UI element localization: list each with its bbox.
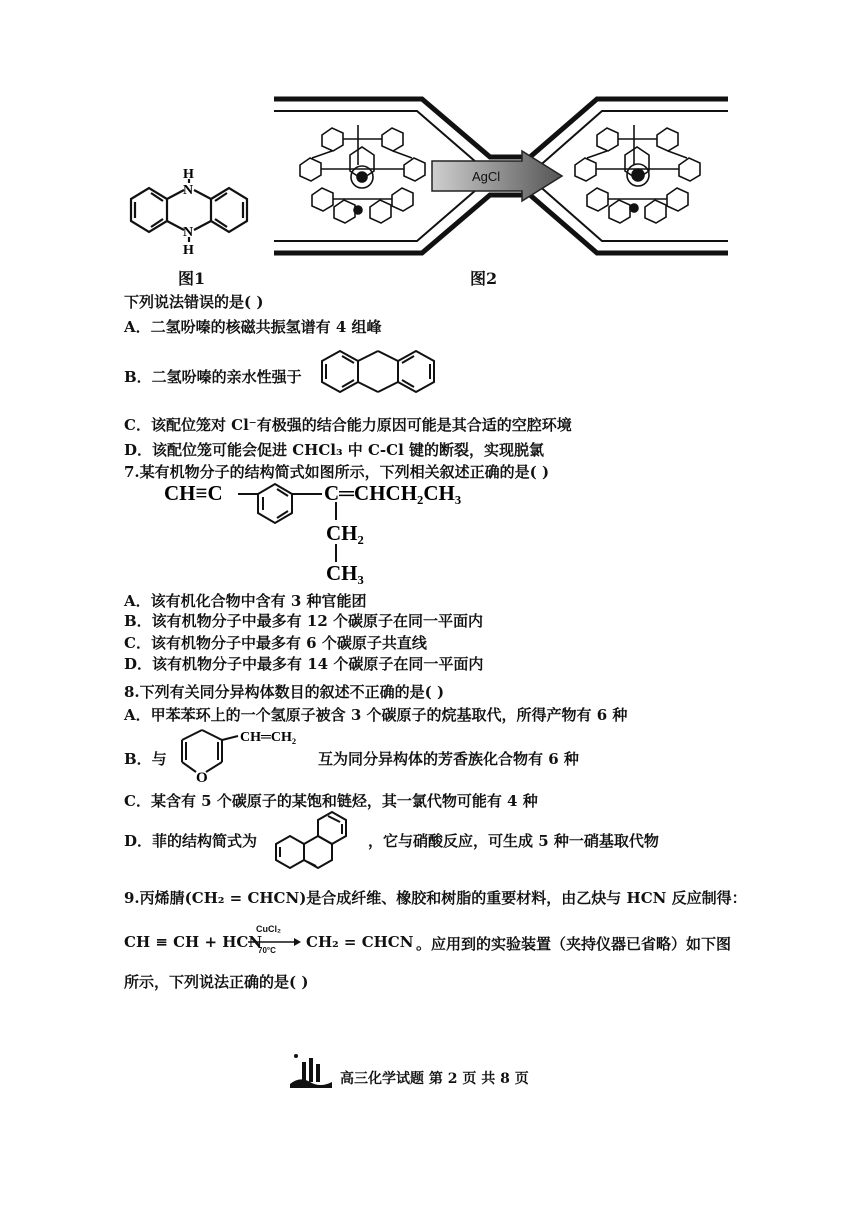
q8-option-b-structure (172, 722, 312, 788)
q8-option-d-prefix: D．菲的结构简式为 (124, 832, 258, 850)
q8-option-b-prefix: B．与 (124, 750, 167, 768)
figure-2-cage (272, 95, 730, 260)
footer-page-info: 高三化学试题 第 2 页 共 8 页 (340, 1071, 529, 1087)
atom-n-bottom: N (183, 225, 194, 240)
q9-eq-right: CH₂ = CHCN (306, 933, 414, 951)
q6-option-d: D．该配位笼可能会促进 CHCl₃ 中 C-Cl 键的断裂，实现脱氯 (124, 441, 545, 459)
q7-option-b: B．该有机物分子中最多有 12 个碳原子在同一平面内 (124, 612, 483, 630)
atom-h-bottom: H (183, 243, 194, 258)
q6-option-b: B．二氢吩嗪的亲水性强于 (124, 368, 302, 386)
cage-right (575, 125, 700, 223)
q8-option-c: C．某含有 5 个碳原子的某饱和链烃，其一氯代物可能有 4 种 (124, 792, 538, 810)
formula-ch2: CH₂ (326, 521, 364, 545)
oxygen-atom: O (196, 770, 208, 786)
q7-structure (150, 478, 490, 588)
formula-right: C═CHCH₂CH₃ (324, 481, 462, 505)
q6-stem: 下列说法错误的是( ) (124, 293, 264, 311)
q8-option-b-suffix: 互为同分异构体的芳香族化合物有 6 种 (318, 750, 579, 768)
q7-option-d: D．该有机物分子中最多有 14 个碳原子在同一平面内 (124, 655, 484, 673)
phenanthrene-structure (270, 804, 360, 870)
figure-1-caption: 图1 (178, 269, 206, 288)
q6-option-a: A．二氢吩嗪的核磁共振氢谱有 4 组峰 (124, 318, 382, 336)
q9-eq-tail: 。应用到的实验装置（夹持仪器已省略）如下图 (416, 935, 732, 953)
q7-stem: 7.某有机物分子的结构简式如图所示，下列相关叙述正确的是( ) (124, 463, 550, 481)
coordination-cage-diagram (272, 95, 730, 260)
q9-line-1: 9.丙烯腈(CH₂ = CHCN)是合成纤维、橡胶和树脂的重要材料，由乙炔与 HCN 反应制得： (124, 889, 747, 907)
atom-h-top: H (183, 167, 194, 182)
cage-left (300, 125, 425, 223)
q9-catalyst: CuCl₂ (256, 924, 281, 934)
q7-structural-formula (150, 478, 490, 588)
school-logo-icon (286, 1052, 336, 1092)
q7-option-a: A．该有机化合物中含有 3 种官能团 (124, 592, 367, 610)
footer-logo (286, 1052, 336, 1092)
q9-reaction-arrow (246, 924, 302, 956)
vinyl-substituent: CH═CH₂ (240, 730, 297, 745)
dihydroanthracene-structure (318, 344, 448, 404)
figure-1-dihydrophenazine (120, 168, 260, 263)
q8-option-a: A．甲苯苯环上的一个氢原子被含 3 个碳原子的烷基取代，所得产物有 6 种 (124, 706, 628, 724)
dihydropyran-structure (172, 722, 312, 788)
figure-2-caption: 图2 (470, 269, 498, 288)
q8-stem: 8.下列有关同分异构体数目的叙述不正确的是( ) (124, 683, 445, 701)
formula-ch3: CH₃ (326, 561, 364, 585)
arrow-label: AgCl (472, 169, 501, 184)
q6-option-c: C．该配位笼对 Cl⁻有极强的结合能力原因可能是其合适的空腔环境 (124, 416, 572, 434)
atom-n-top: N (183, 183, 194, 198)
q7-option-c: C．该有机物分子中最多有 6 个碳原子共直线 (124, 634, 427, 652)
q8-option-d-suffix: ，它与硝酸反应，可生成 5 种一硝基取代物 (368, 832, 659, 850)
q9-eq-left: CH ≡ CH + HCN (124, 933, 263, 951)
q8-option-d-structure (270, 804, 360, 870)
q6-option-b-structure (318, 344, 448, 404)
q9-temperature: 70°C (258, 946, 276, 955)
dihydrophenazine-structure (120, 168, 260, 263)
q9-line-3: 所示，下列说法正确的是( ) (124, 973, 309, 991)
formula-left: CH≡C (164, 481, 223, 505)
